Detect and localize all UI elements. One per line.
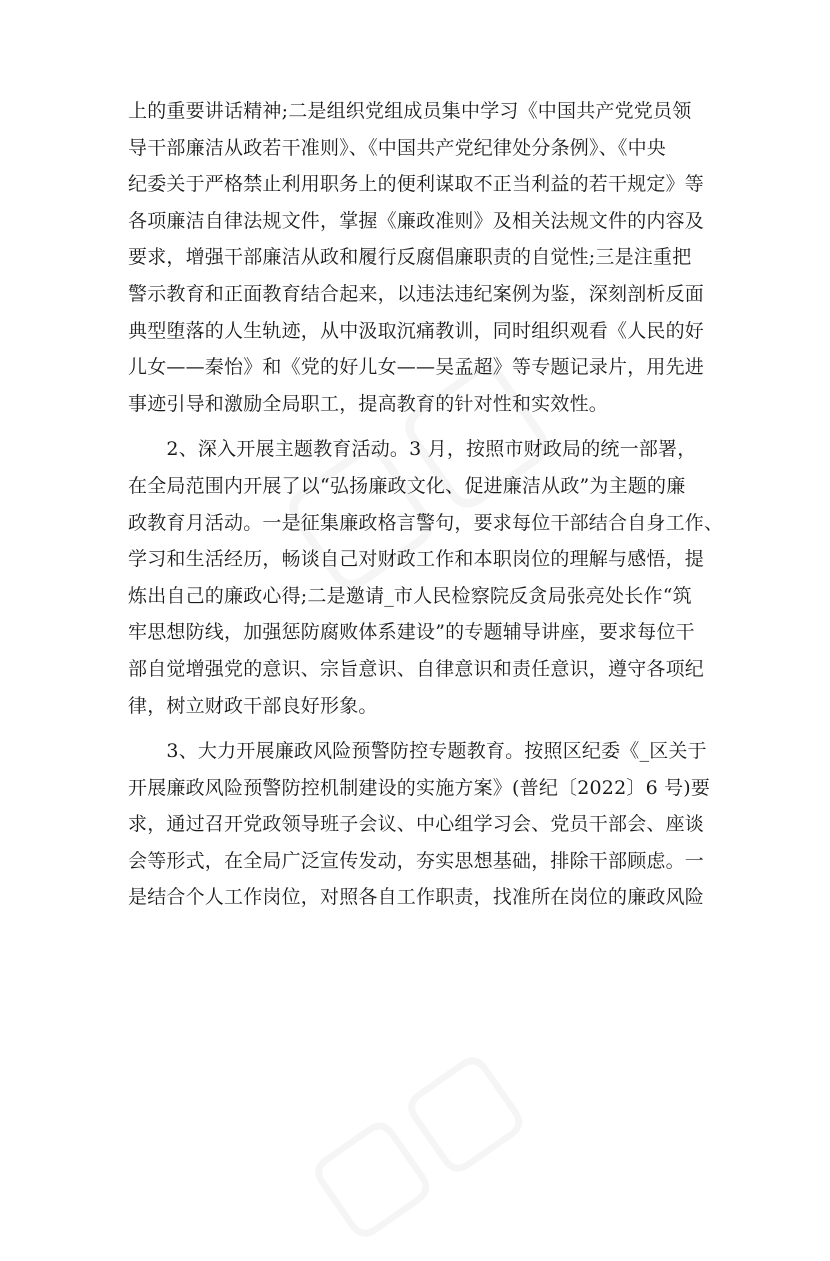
text-line: 炼出自己的廉政心得;二是邀请_市人民检察院反贪局张亮处长作“筑 (128, 584, 692, 607)
text-line: 3、大力开展廉政风险预警防控专题教育。按照区纪委《_区关于 (128, 740, 707, 763)
text-line: 开展廉政风险预警防控机制建设的实施方案》(普纪〔2022〕6 号)要 (128, 776, 711, 799)
paragraph-spacer (128, 422, 708, 431)
text-line: 部自觉增强党的意识、宗旨意识、自律意识和责任意识，遵守各项纪 (128, 657, 705, 680)
paragraph-1 (128, 93, 708, 422)
text-line: 学习和生活经历，畅谈自己对财政工作和本职岗位的理解与感悟，提 (128, 548, 705, 571)
document-body (128, 93, 724, 916)
text-line: 纪委关于严格禁止利用职务上的便利谋取不正当利益的若干规定》等 (128, 173, 705, 196)
text-line: 求，通过召开党政领导班子会议、中心组学习会、党员干部会、座谈 (128, 813, 705, 836)
paragraph-spacer (128, 724, 708, 733)
text-line: 会等形式，在全局广泛宣传发动，夯实思想基础，排除干部顾虑。一 (128, 849, 705, 872)
text-line: 要求，增强干部廉洁从政和履行反腐倡廉职责的自觉性;三是注重把 (128, 246, 692, 269)
text-line: 政教育月活动。一是征集廉政格言警句，要求每位干部结合自身工作、 (128, 511, 724, 534)
text-line: 在全局范围内开展了以“弘扬廉政文化、促进廉洁从政”为主题的廉 (128, 474, 686, 497)
text-line: 各项廉洁自律法规文件，掌握《廉政准则》及相关法规文件的内容及 (128, 209, 705, 232)
paragraph-3 (128, 733, 711, 916)
text-line: 事迹引导和激励全局职工，提高教育的针对性和实效性。 (128, 392, 609, 415)
text-line: 儿女——秦怡》和《党的好儿女——吴孟超》等专题记录片，用先进 (128, 356, 705, 379)
text-line: 导干部廉洁从政若干准则》、《中国共产党纪律处分条例》、《中央 (128, 136, 667, 159)
watermark-shape (281, 1018, 546, 1261)
text-line: 典型堕落的人生轨迹，从中汲取沉痛教训，同时组织观看《人民的好 (128, 319, 705, 342)
text-line: 2、深入开展主题教育活动。3 月，按照市财政局的统一部署， (128, 438, 697, 461)
text-line: 牢思想防线，加强惩防腐败体系建设”的专题辅导讲座，要求每位干 (128, 621, 695, 644)
paragraph-2 (128, 431, 724, 724)
text-line: 警示教育和正面教育结合起来，以违法违纪案例为鉴，深刻剖析反面 (128, 282, 705, 305)
text-line: 是结合个人工作岗位，对照各自工作职责，找准所在岗位的廉政风险 (128, 886, 705, 909)
text-line: 律，树立财政干部良好形象。 (128, 694, 378, 717)
text-line: 上的重要讲话精神;二是组织党组成员集中学习《中国共产党党员领 (128, 100, 692, 122)
